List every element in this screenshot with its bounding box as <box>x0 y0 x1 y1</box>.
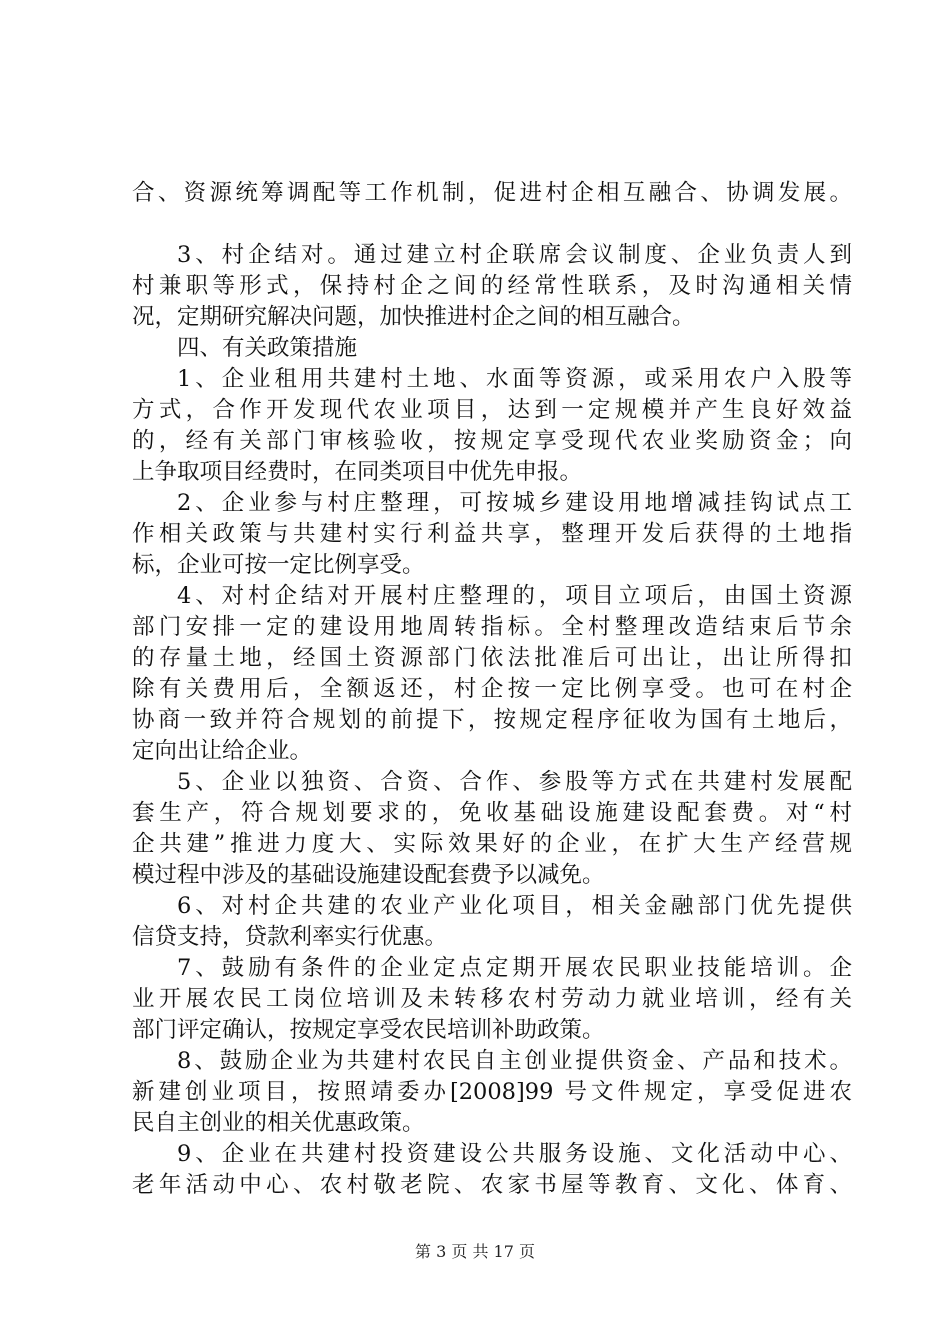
body-text-line: 6、对村企共建的农业产业化项目，相关金融部门优先提供 <box>177 893 852 919</box>
body-text-line: 业开展农民工岗位培训及未转移农村劳动力就业培训，经有关 <box>132 986 852 1012</box>
body-text-line: 除有关费用后，全额返还，村企按一定比例享受。也可在村企 <box>132 676 852 702</box>
body-text-line: 9、企业在共建村投资建设公共服务设施、文化活动中心、 <box>177 1141 852 1167</box>
body-text-line: 方式，合作开发现代农业项目，达到一定规模并产生良好效益 <box>132 397 852 423</box>
body-text-line: 况，定期研究解决问题，加快推进村企之间的相互融合。 <box>132 304 695 330</box>
body-text-line: 企共建”推进力度大、实际效果好的企业，在扩大生产经营规 <box>132 831 852 857</box>
body-text-line: 定向出让给企业。 <box>132 738 313 764</box>
body-text-line: 上争取项目经费时，在同类项目中优先申报。 <box>132 459 583 485</box>
body-text-line: 3、村企结对。通过建立村企联席会议制度、企业负责人到 <box>177 242 852 268</box>
body-text-line: 4、对村企结对开展村庄整理的，项目立项后，由国土资源 <box>177 583 852 609</box>
body-text-line: 5、企业以独资、合资、合作、参股等方式在共建村发展配 <box>177 769 852 795</box>
body-text-line: 村兼职等形式，保持村企之间的经常性联系，及时沟通相关情 <box>132 273 852 299</box>
body-text-line: 7、鼓励有条件的企业定点定期开展农民职业技能培训。企 <box>177 955 852 981</box>
body-text-line: 2、企业参与村庄整理，可按城乡建设用地增减挂钩试点工 <box>177 490 852 516</box>
body-text-line: 模过程中涉及的基础设施建设配套费予以减免。 <box>132 862 605 888</box>
body-text-line: 标，企业可按一定比例享受。 <box>132 552 425 578</box>
body-text-line: 老年活动中心、农村敬老院、农家书屋等教育、文化、体育、 <box>132 1172 852 1198</box>
body-text-line: 部门安排一定的建设用地周转指标。全村整理改造结束后节余 <box>132 614 852 640</box>
body-text-line: 部门评定确认，按规定享受农民培训补助政策。 <box>132 1017 605 1043</box>
body-text-line: 的存量土地，经国土资源部门依法批准后可出让，出让所得扣 <box>132 645 852 671</box>
body-text-line: 套生产，符合规划要求的，免收基础设施建设配套费。对“村 <box>132 800 852 826</box>
body-text-line: 1、企业租用共建村土地、水面等资源，或采用农户入股等 <box>177 366 852 392</box>
body-text-line: 8、鼓励企业为共建村农民自主创业提供资金、产品和技术。 <box>177 1048 852 1074</box>
body-text-line: 信贷支持，贷款利率实行优惠。 <box>132 924 448 950</box>
body-text-line: 的，经有关部门审核验收，按规定享受现代农业奖励资金；向 <box>132 428 852 454</box>
body-text-line: 合、资源统筹调配等工作机制，促进村企相互融合、协调发展。 <box>132 180 852 206</box>
page-footer: 第 3 页 共 17 页 <box>415 1242 535 1261</box>
body-text-line: 民自主创业的相关优惠政策。 <box>132 1110 425 1136</box>
body-text-line: 作相关政策与共建村实行利益共享，整理开发后获得的土地指 <box>132 521 852 547</box>
section-heading: 四、有关政策措施 <box>177 335 358 361</box>
body-text-line: 协商一致并符合规划的前提下，按规定程序征收为国有土地后， <box>132 707 852 733</box>
body-text-line: 新建创业项目，按照靖委办[2008]99 号文件规定，享受促进农 <box>132 1079 852 1105</box>
